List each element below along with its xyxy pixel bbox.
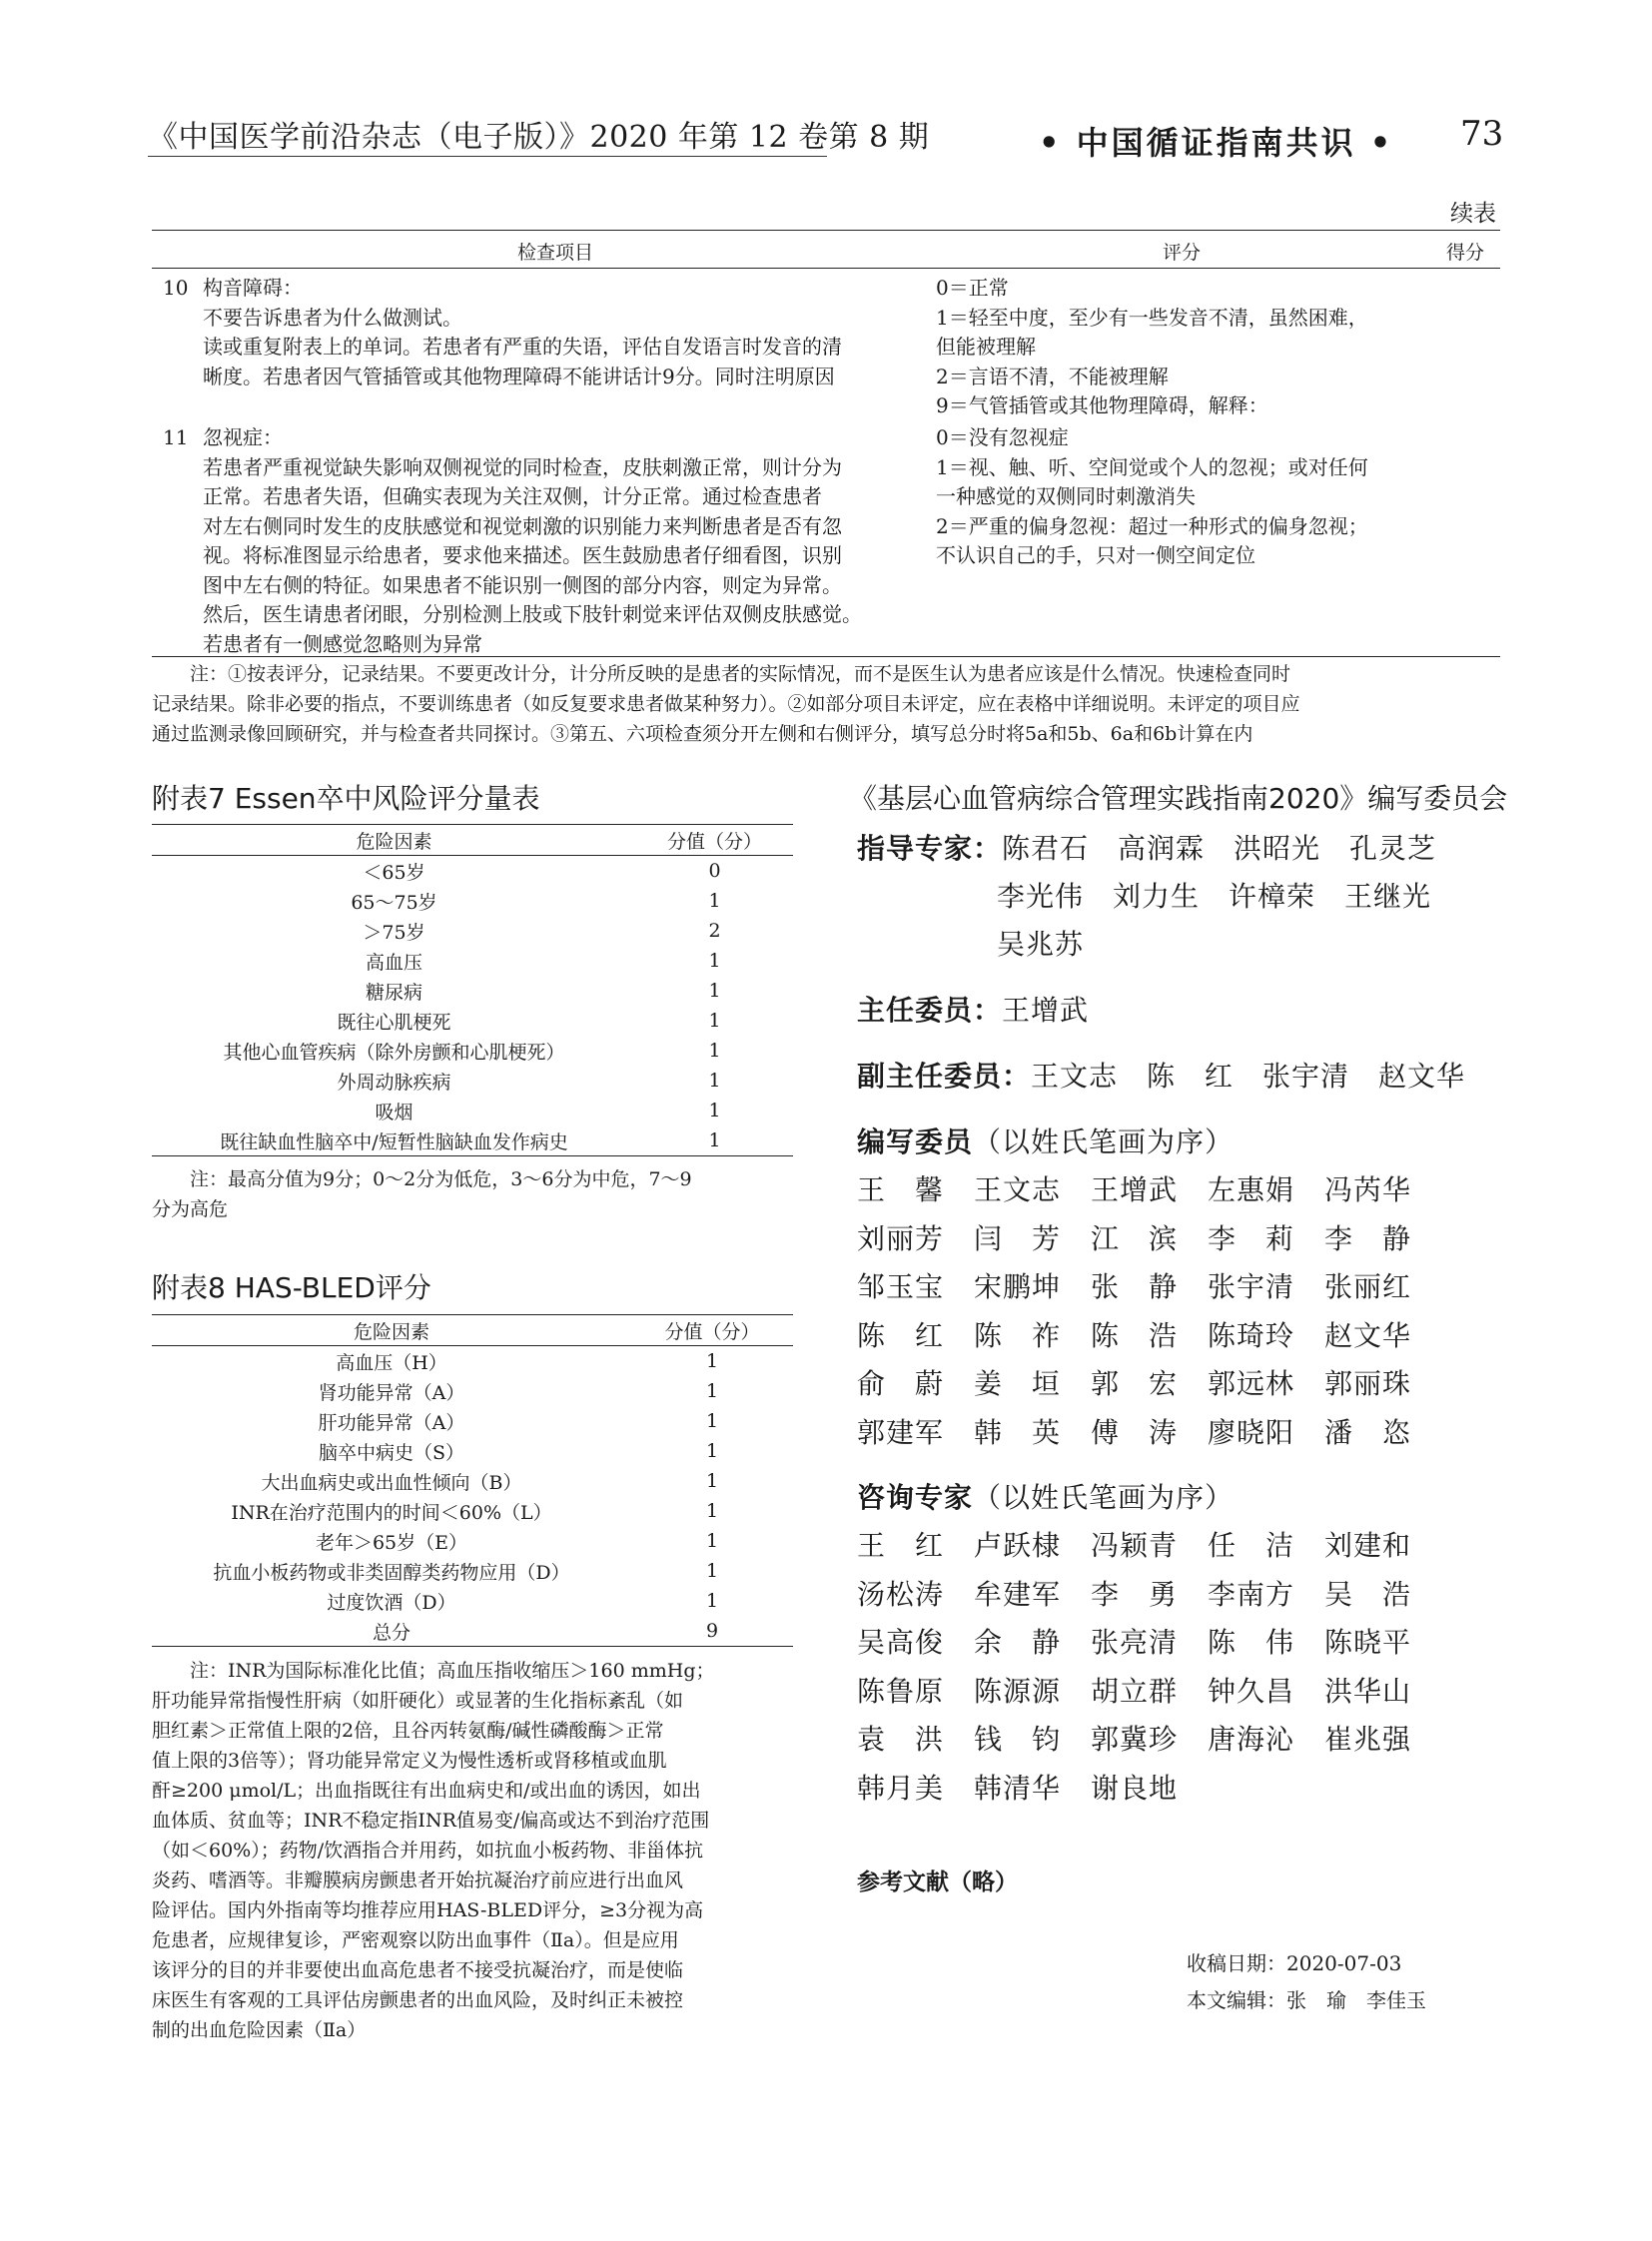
member-name: 袁 洪 [857,1723,945,1756]
risk-factor: 大出血病史或出血性倾向（B） [261,1471,522,1494]
member-name: 唐海沁 [1208,1723,1295,1756]
hasbled-title: 附表8 HAS-BLED评分 [152,1271,431,1304]
table-row [152,1346,793,1377]
table-row [152,1036,793,1066]
member-name: 王 馨 [857,1173,945,1206]
score-line: 2＝严重的偏身忽视：超过一种形式的偏身忽视； [936,513,1368,538]
risk-score: 1 [708,890,721,912]
note-line: 胆红素＞正常值上限的2倍，且谷丙转氨酶/碱性磷酸酶＞正常 [152,1720,664,1742]
table-row [152,856,793,887]
member-name: 韩 英 [974,1415,1062,1449]
item-line: 视。将标准图显示给患者，要求他来描述。医生鼓励患者仔细看图，识别 [203,543,842,567]
table-row [152,916,793,946]
risk-score: 1 [705,1590,719,1612]
table-row [152,976,793,1006]
member-name: 冯芮华 [1324,1173,1412,1206]
table-row [152,946,793,976]
risk-score: 1 [705,1530,719,1552]
item-line: 读或重复附表上的单词。若患者有严重的失语，评估自发语言时发音的清 [203,335,842,359]
member-name: 江 滨 [1091,1221,1179,1255]
consultants-note: （以姓氏笔画为序） [973,1481,1235,1514]
risk-factor: 其他心血管疾病（除外房颤和心肌梗死） [223,1041,565,1064]
risk-score: 0 [708,860,721,882]
editors: 本文编辑：张 瑜 李佳玉 [1187,1988,1426,2012]
note-line: 险评估。国内外指南等均推荐应用HAS-BLED评分，≥3分视为高 [152,1899,704,1921]
risk-score: 1 [705,1410,719,1432]
item-line: 若患者有一侧感觉忽略则为异常 [203,631,482,656]
advisors-line [857,827,1436,867]
table-row [152,1496,793,1526]
risk-factor: 肝功能异常（A） [318,1411,465,1434]
note-line: 该评分的目的并非要使出血高危患者不接受抗凝治疗，而是使临 [152,1959,684,1981]
writers-label: 编写委员 [857,1125,974,1158]
hasbled-col-factor: 危险因素 [152,1315,631,1346]
hasbled-col-score: 分值（分） [631,1315,793,1346]
col-header-score: 评分 [1163,242,1202,264]
note-line: 分为高危 [152,1198,229,1220]
risk-factor: INR在治疗范围内的时间＜60%（L） [231,1501,552,1524]
score-line: 9＝气管插管或其他物理障碍，解释： [936,393,1268,417]
col-header-item: 检查项目 [517,242,594,264]
table-row [152,1526,793,1556]
member-name: 郭冀珍 [1091,1723,1179,1756]
note-line: 注：最高分值为9分；0～2分为低危，3～6分为中危，7～9 [190,1168,692,1190]
table-row [152,1406,793,1436]
risk-score: 9 [705,1620,719,1642]
risk-score: 1 [705,1470,719,1492]
risk-factor: 高血压 [365,951,422,974]
member-name: 王增武 [1091,1173,1179,1206]
member-name: 王文志 [974,1173,1062,1206]
member-name: 陈晓平 [1324,1626,1412,1659]
risk-score: 1 [705,1350,719,1372]
essen-col-factor: 危险因素 [152,825,636,856]
score-line: 1＝视、触、听、空间觉或个人的忽视；或对任何 [936,454,1368,479]
member-name: 宋鹏坤 [974,1270,1062,1303]
note-line: 通过监测录像回顾研究，并与检查者共同探讨。③第五、六项检查须分开左侧和右侧评分，填写总分时将5a和5b、6a和6b计算在内 [152,723,1253,745]
risk-score: 2 [708,920,721,942]
table-top-rule [152,230,1500,231]
member-name: 韩月美 [857,1771,945,1805]
vice-chair-names: 王文志 陈 红 张宇清 赵文华 [1031,1060,1466,1093]
table-row [152,1556,793,1586]
score-line: 2＝言语不清，不能被理解 [936,364,1169,388]
table-row-score [936,423,1368,571]
score-line: 0＝没有忽视症 [936,425,1069,449]
note-line: 值上限的3倍等）；肾功能异常定义为慢性透析或肾移植或血肌 [152,1750,667,1772]
member-name: 郭 宏 [1091,1367,1179,1400]
hasbled-note [152,1656,796,2045]
member-name: 王 红 [857,1529,945,1562]
note-line: 酐≥200 μmol/L；出血指既往有出血病史和/或出血的诱因，如出 [152,1780,701,1802]
member-name: 陈 祚 [974,1318,1062,1352]
header-rule [148,156,827,157]
member-name: 李 勇 [1091,1577,1179,1611]
score-line: 1＝轻至中度，至少有一些发音不清，虽然困难， [936,305,1368,330]
name-row [857,1670,1441,1710]
name-row [857,1217,1441,1257]
name-row [857,1168,1441,1208]
member-name: 邹玉宝 [857,1270,945,1303]
member-name: 陈 浩 [1091,1318,1179,1352]
advisors-label: 指导专家： [857,832,1003,865]
table-row-score [936,274,1368,421]
item-line: 不要告诉患者为什么做测试。 [203,305,462,330]
risk-factor: 抗血小板药物或非类固醇类药物应用（D） [213,1561,570,1584]
score-line: 但能被理解 [936,335,1036,359]
table-row-item [203,274,842,391]
table-row [152,1066,793,1096]
risk-factor: ＜65岁 [363,861,425,884]
table-row [152,1616,793,1647]
table-row [152,886,793,916]
member-name: 崔兆强 [1324,1723,1412,1756]
risk-score: 1 [705,1380,719,1402]
note-line: 危患者，应规律复诊，严密观察以防出血事件（Ⅱa）。但是应用 [152,1929,679,1951]
risk-score: 1 [708,1100,721,1121]
risk-factor: 老年＞65岁（E） [315,1531,468,1554]
member-name: 郭丽珠 [1324,1367,1412,1400]
chair-name: 王增武 [1002,994,1090,1027]
item-line: 晰度。若患者因气管插管或其他物理障碍不能讲话计9分。同时注明原因 [203,364,835,388]
hasbled-table [152,1314,793,1647]
member-name: 吴 浩 [1324,1577,1412,1611]
risk-factor: 吸烟 [375,1101,413,1123]
note-line: （如＜60%）；药物/饮酒指合并用药，如抗血小板药物、非甾体抗 [152,1840,704,1862]
consultants-heading [857,1476,1234,1516]
risk-factor: 过度饮酒（D） [327,1591,456,1614]
item-line: 忽视症： [203,425,283,449]
note-line: 炎药、嗜酒等。非瓣膜病房颤患者开始抗凝治疗前应进行出血风 [152,1869,684,1891]
member-name: 钱 钧 [974,1723,1062,1756]
risk-factor: 高血压（H） [336,1351,447,1374]
member-name: 张 静 [1091,1270,1179,1303]
row-number: 10 [163,276,189,300]
member-name: 张丽红 [1324,1270,1412,1303]
name-row [857,1265,1441,1305]
table-row [152,1466,793,1496]
member-name: 李 莉 [1208,1221,1295,1255]
note-line: 制的出血危险因素（Ⅱa） [152,2019,367,2041]
name-row [857,1621,1441,1661]
essen-table [152,824,793,1156]
member-name: 吴高俊 [857,1626,945,1659]
member-name: 陈鲁原 [857,1674,945,1708]
advisors-names: 陈君石 高润霖 洪昭光 孔灵芝 [1002,832,1437,865]
member-name: 郭建军 [857,1415,945,1449]
member-name: 张宇清 [1208,1270,1295,1303]
member-name: 谢良地 [1091,1771,1179,1805]
note-line: 床医生有客观的工具评估房颤患者的出血风险，及时纠正未被控 [152,1989,684,2011]
page-number: 73 [1460,114,1504,154]
risk-score: 1 [708,1010,721,1032]
chair-label: 主任委员： [857,994,1003,1027]
member-name: 任 洁 [1208,1529,1295,1562]
name-row [857,1362,1441,1402]
table-note [152,659,1500,749]
member-name: 傅 涛 [1091,1415,1179,1449]
member-name: 陈琦玲 [1208,1318,1295,1352]
score-line: 一种感觉的双侧同时刺激消失 [936,484,1196,508]
risk-score: 1 [705,1440,719,1462]
section-title: • 中国循证指南共识 • [1039,124,1394,162]
risk-factor: 既往缺血性脑卒中/短暂性脑缺血发作病史 [220,1130,568,1153]
member-name: 姜 垣 [974,1367,1062,1400]
member-name: 俞 蔚 [857,1367,945,1400]
risk-factor: 65～75岁 [351,891,437,914]
references-note: 参考文献（略） [857,1869,1018,1895]
member-name: 李 静 [1324,1221,1412,1255]
note-line: 注：①按表评分，记录结果。不要更改计分，计分所反映的是患者的实际情况，而不是医生认为患者应该是什么情况。快速检查同时 [190,663,1291,685]
consultants-label: 咨询专家 [857,1481,974,1514]
risk-factor: 外周动脉疾病 [337,1071,451,1094]
risk-score: 1 [708,1070,721,1092]
member-name: 陈 伟 [1208,1626,1295,1659]
table-row-item [203,423,862,659]
item-line: 正常。若患者失语，但确实表现为关注双侧，计分正常。通过检查患者 [203,484,822,508]
member-name: 闫 芳 [974,1221,1062,1255]
note-line: 注：INR为国际标准化比值；高血压指收缩压＞160 mmHg； [190,1660,715,1682]
member-name: 卢跃棣 [974,1529,1062,1562]
table-row [152,1586,793,1616]
name-row [857,1411,1441,1451]
advisors-names-line3: 吴兆苏 [997,928,1085,961]
risk-factor: 肾功能异常（A） [318,1381,465,1404]
row-number: 11 [163,425,189,449]
essen-note [152,1164,692,1224]
name-row [857,1573,1441,1613]
member-name: 陈 红 [857,1318,945,1352]
table-row [152,1125,793,1156]
member-name: 韩清华 [974,1771,1062,1805]
risk-factor: 既往心肌梗死 [337,1011,451,1034]
table-row [152,1006,793,1036]
name-row [857,1524,1441,1564]
member-name: 牟建军 [974,1577,1062,1611]
risk-score: 1 [708,1040,721,1062]
essen-title: 附表7 Essen卒中风险评分量表 [152,782,540,815]
member-name: 刘丽芳 [857,1221,945,1255]
journal-title: 《中国医学前沿杂志（电子版）》2020 年第 12 卷第 8 期 [148,120,930,155]
table-row [152,1436,793,1466]
member-name: 钟久昌 [1208,1674,1295,1708]
score-line: 0＝正常 [936,276,1009,300]
essen-col-score: 分值（分） [636,825,793,856]
continued-label: 续表 [1450,201,1496,227]
chair-line [857,989,1089,1029]
note-line: 肝功能异常指慢性肝病（如肝硬化）或显著的生化指标紊乱（如 [152,1690,684,1712]
item-line: 然后，医生请患者闭眼，分别检测上肢或下肢针刺觉来评估双侧皮肤感觉。 [203,602,862,626]
vice-chair-label: 副主任委员： [857,1060,1032,1093]
risk-factor: 脑卒中病史（S） [318,1441,465,1464]
score-line: 不认识自己的手，只对一侧空间定位 [936,543,1255,567]
item-line: 图中左右侧的特征。如果患者不能识别一侧图的部分内容，则定为异常。 [203,572,842,597]
member-name: 冯颖青 [1091,1529,1179,1562]
member-name: 洪华山 [1324,1674,1412,1708]
risk-score: 1 [705,1500,719,1522]
member-name: 郭远林 [1208,1367,1295,1400]
col-header-points: 得分 [1446,242,1485,264]
table-header-rule [152,268,1500,269]
item-line: 若患者严重视觉缺失影响双侧视觉的同时检查，皮肤刺激正常，则计分为 [203,454,842,479]
member-name: 陈源源 [974,1674,1062,1708]
risk-factor: ＞75岁 [363,921,425,944]
member-name: 赵文华 [1324,1318,1412,1352]
risk-score: 1 [705,1560,719,1582]
member-name: 李南方 [1208,1577,1295,1611]
risk-score: 1 [708,980,721,1002]
received-date: 收稿日期：2020-07-03 [1187,1951,1402,1975]
member-name: 余 静 [974,1626,1062,1659]
note-line: 记录结果。除非必要的指点，不要训练患者（如反复要求患者做某种努力）。②如部分项目未评定，应在表格中详细说明。未评定的项目应 [152,693,1300,715]
risk-score: 1 [708,1129,721,1151]
name-row [857,1314,1441,1354]
member-name: 汤松涛 [857,1577,945,1611]
advisors-names-line2: 李光伟 刘力生 许樟荣 王继光 [997,880,1432,913]
item-line: 对左右侧同时发生的皮肤感觉和视觉刺激的识别能力来判断患者是否有忽 [203,513,842,538]
risk-score: 1 [708,950,721,972]
member-name: 潘 恣 [1324,1415,1412,1449]
vice-chair-line [857,1055,1465,1095]
member-name: 刘建和 [1324,1529,1412,1562]
member-name: 左惠娟 [1208,1173,1295,1206]
note-line: 血体质、贫血等；INR不稳定指INR值易变/偏高或达不到治疗范围 [152,1810,710,1832]
table-bottom-rule [152,656,1500,657]
member-name: 张亮清 [1091,1626,1179,1659]
risk-factor: 总分 [372,1621,411,1644]
risk-factor: 糖尿病 [365,981,422,1004]
item-line: 构音障碍： [203,276,303,300]
member-name: 胡立群 [1091,1674,1179,1708]
name-row [857,1767,1208,1807]
table-row [152,1096,793,1125]
writers-heading [857,1120,1234,1160]
member-name: 廖晓阳 [1208,1415,1295,1449]
table-row [152,1376,793,1406]
committee-title: 《基层心血管病综合管理实践指南2020》编写委员会 [849,782,1508,815]
writers-note: （以姓氏笔画为序） [973,1125,1235,1158]
name-row [857,1718,1441,1758]
